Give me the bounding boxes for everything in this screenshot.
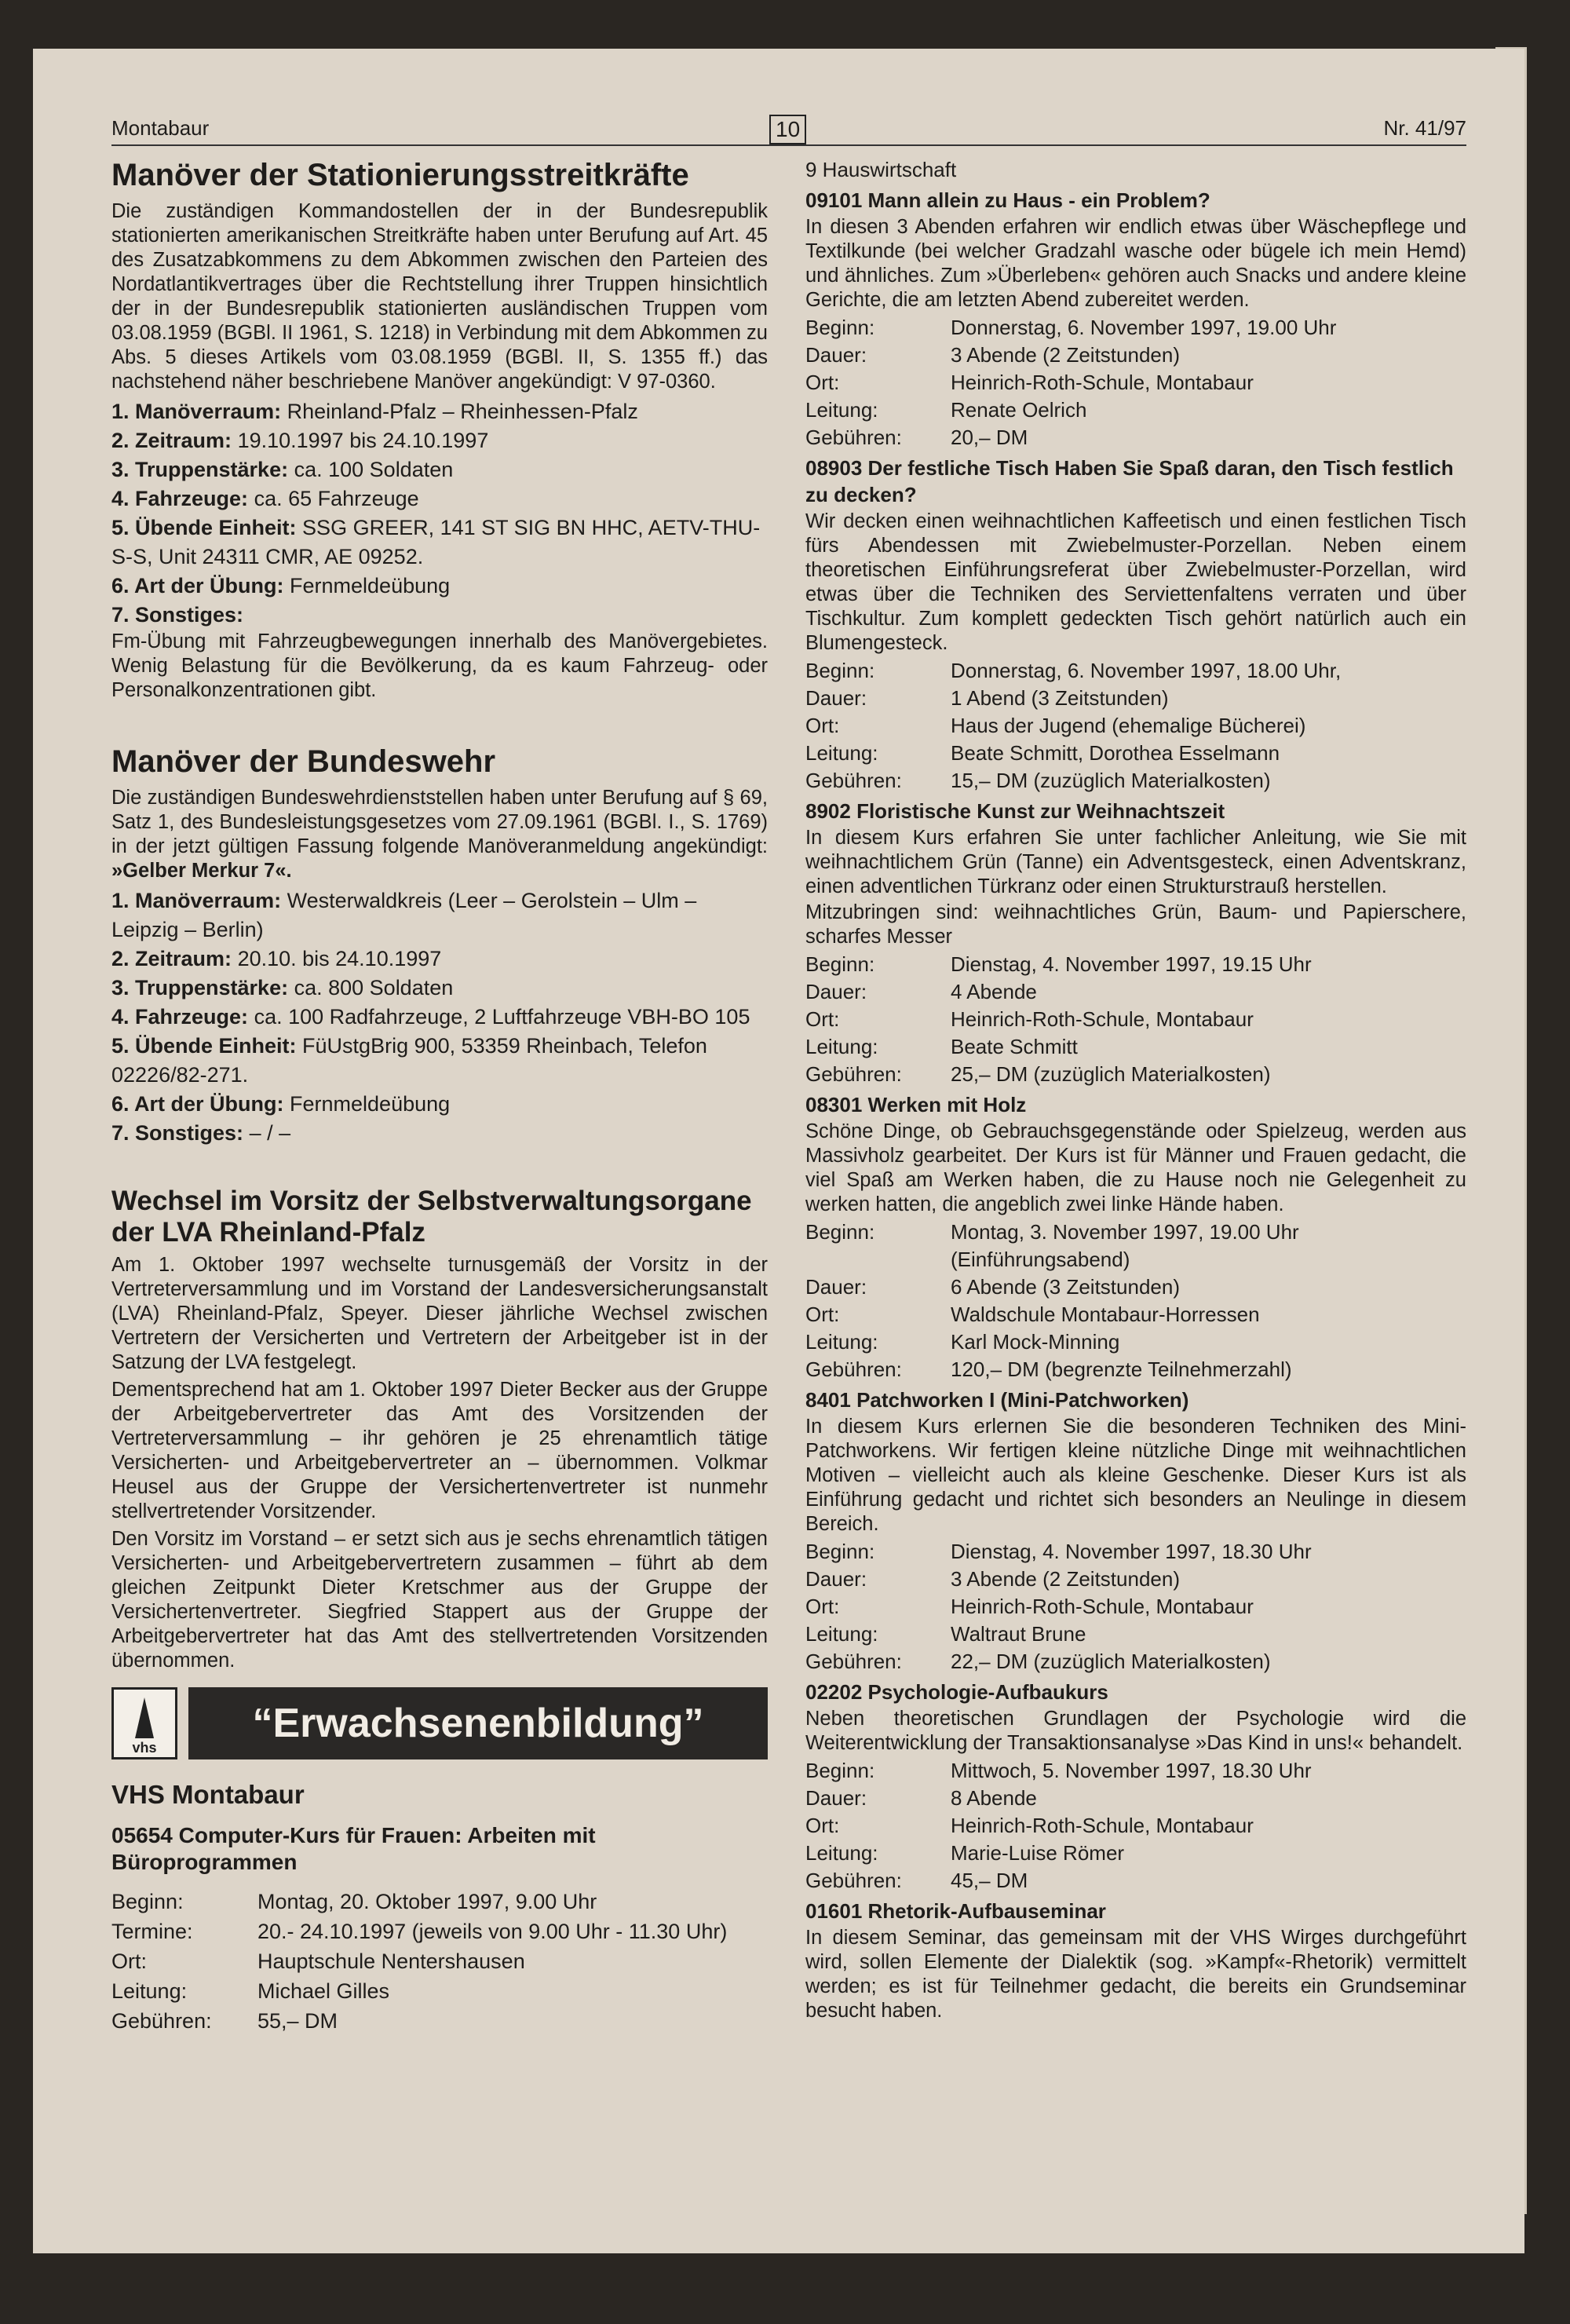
detail-label: Dauer: (805, 1567, 867, 1591)
detail-label: Gebühren: (805, 1357, 902, 1381)
maneuver-item (111, 1119, 768, 1148)
detail-label: Termine: (111, 1920, 193, 1943)
item-value: 20.10. bis 24.10.1997 (237, 947, 442, 970)
detail-value: Heinrich-Roth-Schule, Montabaur (951, 371, 1254, 394)
detail-label: Ort: (805, 1007, 840, 1031)
item-value: 19.10.1997 bis 24.10.1997 (237, 429, 489, 452)
maneuver-item (111, 513, 768, 572)
item-value: Fernmeldeübung (290, 574, 451, 597)
detail-row (805, 1356, 1466, 1383)
maneuver-item (111, 1003, 768, 1032)
item-label: 7. Sonstiges: (111, 603, 244, 627)
detail-label: Dauer: (805, 686, 867, 710)
item-label: 6. Art der Übung: (111, 574, 284, 597)
article-intro: Die zuständigen Kommandostellen der in der Bundesrepublik stationierten amerikanischen Streitkräfte haben unter Berufung auf Art. 45 des Zusatzabkommens zu dem Abkommen zwischen den Parteien des Nordatlantikvertrages über die Rechtstellung ihrer Truppen hinsichtlich der in der Bundesrepublik stationierten ausländischen Truppen vom 03.08.1959 (BGBl. II 1961, S. 1218) in Verbindung mit dem Abkommen zu Abs. 5 dieses Artikels vom 03.08.1959 (BGBl. II, S. 1355 ff.) das nachstehend näher beschriebene Manöver angekündigt: V 97-0360. (111, 200, 768, 393)
detail-value: Waldschule Montabaur-Horressen (951, 1303, 1260, 1326)
detail-value: Michael Gilles (257, 1979, 390, 2003)
detail-value: Dienstag, 4. November 1997, 19.15 Uhr (951, 952, 1312, 976)
course-materials: Mitzubringen sind: weihnachtliches Grün, Baum- und Papierschere, scharfes Messer (805, 901, 1466, 948)
detail-row (805, 1867, 1466, 1895)
course-description: In diesem Kurs erfahren Sie unter fachlicher Anleitung, wie Sie mit weihnachtlichem Grün (Tanne) ein Adventsgesteck, einen Adventskranz, einen adventlichen Türkranz oder einen Strukturstrauß herstellen. (805, 827, 1466, 897)
course-title: 02202 Psychologie-Aufbaukurs (805, 1680, 1108, 1704)
course-entry (805, 1387, 1466, 1675)
detail-label: Dauer: (805, 343, 867, 367)
course-entry (805, 1091, 1466, 1383)
detail-value: 8 Abende (951, 1786, 1037, 1810)
detail-row (805, 1785, 1466, 1812)
detail-value: (Einführungsabend) (951, 1248, 1130, 1271)
detail-label: Gebühren: (111, 2009, 212, 2033)
item-label: 5. Übende Einheit: (111, 516, 297, 539)
detail-row (805, 424, 1466, 451)
course-entry (805, 455, 1466, 795)
detail-value: Heinrich-Roth-Schule, Montabaur (951, 1595, 1254, 1618)
item-label: 2. Zeitraum: (111, 947, 232, 970)
detail-label: Dauer: (805, 980, 867, 1003)
detail-row (805, 1648, 1466, 1675)
item-label: 4. Fahrzeuge: (111, 487, 249, 510)
paragraph: Am 1. Oktober 1997 wechselte turnusgemäß der Vorsitz in der Vertreterversammlung und im Vorstand der Landesversicherungsanstalt (LVA) Rheinland-Pfalz, Speyer. Dieser jährliche Wechsel zwischen Vertretern der Versicherten und Vertretern der Arbeitgeber ist in der Satzung der LVA festgelegt. (111, 1254, 768, 1373)
maneuver-item (111, 945, 768, 974)
detail-label: Beginn: (805, 952, 875, 976)
detail-value: Karl Mock-Minning (951, 1330, 1120, 1354)
item-value: ca. 800 Soldaten (294, 976, 454, 999)
detail-value: 1 Abend (3 Zeitstunden) (951, 686, 1169, 710)
detail-label (805, 1246, 951, 1273)
maneuver-item (111, 572, 768, 601)
detail-value: 45,– DM (951, 1869, 1028, 1892)
item-value: – / – (249, 1121, 291, 1145)
detail-value: 4 Abende (951, 980, 1037, 1003)
detail-label: Leitung: (805, 398, 878, 422)
maneuver-item (111, 974, 768, 1003)
item-value: ca. 65 Fahrzeuge (254, 487, 419, 510)
article-intro: Die zuständigen Bundeswehrdienststellen haben unter Berufung auf § 69, Satz 1, des Bundesleistungsgesetzes vom 27.09.1961 (BGBl. I., S. 1769) in der jetzt gültigen Fassung folgende Manöveranmeldung angekündigt: »Gelber Merkur 7«. (111, 787, 768, 882)
course-title: 8902 Floristische Kunst zur Weihnachtszeit (805, 799, 1225, 823)
detail-value: Heinrich-Roth-Schule, Montabaur (951, 1814, 1254, 1837)
item-value: ca. 100 Radfahrzeuge, 2 Luftfahrzeuge VBH-BO 105 (254, 1005, 750, 1029)
detail-value: Beate Schmitt, Dorothea Esselmann (951, 741, 1280, 765)
detail-row (805, 1566, 1466, 1593)
item-value: Westerwaldkreis (Leer – Gerolstein – Ulm – Leipzig – Berlin) (111, 889, 697, 941)
item-label: 6. Art der Übung: (111, 1092, 284, 1116)
course-title: 05654 Computer-Kurs für Frauen: Arbeiten mit Büroprogrammen (111, 1823, 596, 1874)
detail-row (805, 978, 1466, 1006)
detail-label: Gebühren: (805, 769, 902, 792)
detail-label: Ort: (111, 1949, 147, 1973)
article-title: Wechsel im Vorsitz der Selbstverwaltungsorgane der LVA Rheinland-Pfalz (111, 1186, 752, 1248)
exercise-name: »Gelber Merkur 7«. (111, 860, 292, 882)
detail-row (805, 657, 1466, 685)
course-title: 8401 Patchworken I (Mini-Patchworken) (805, 1388, 1189, 1412)
page-header (111, 116, 1466, 144)
item-value: FüUstgBrig 900, 53359 Rheinbach, Telefon 02226/82-271. (111, 1034, 707, 1087)
detail-label: Beginn: (111, 1890, 184, 1913)
detail-value: Beate Schmitt (951, 1035, 1078, 1058)
detail-label: Ort: (805, 1814, 840, 1837)
detail-row (111, 1946, 768, 1976)
detail-row (805, 342, 1466, 369)
course-details (111, 1887, 768, 2036)
item-value: ca. 100 Soldaten (294, 458, 454, 481)
detail-row (805, 1246, 1466, 1273)
article-body (111, 1253, 768, 1673)
detail-row (805, 685, 1466, 712)
item-label: 4. Fahrzeuge: (111, 1005, 249, 1029)
maneuver-items (111, 886, 768, 1148)
course-description: In diesen 3 Abenden erfahren wir endlich etwas über Wäschepflege und Textilkunde (bei welcher Gradzahl wasche oder bügele ich mein Hemd) und ähnliches. Zum »Überleben« gehören auch Snacks und andere kleine Gerichte, die am letzten Abend zubereitet werden. (805, 216, 1466, 311)
detail-row (805, 314, 1466, 342)
detail-row (805, 1006, 1466, 1033)
detail-value: 3 Abende (2 Zeitstunden) (951, 1567, 1180, 1591)
detail-value: Hauptschule Nentershausen (257, 1949, 525, 1973)
detail-value: Donnerstag, 6. November 1997, 18.00 Uhr, (951, 659, 1342, 682)
detail-label: Dauer: (805, 1275, 867, 1299)
detail-label: Leitung: (805, 1841, 878, 1865)
course-category: 9 Hauswirtschaft (805, 158, 957, 181)
maneuver-item (111, 1032, 768, 1090)
detail-row (111, 1917, 768, 1946)
detail-label: Gebühren: (805, 1869, 902, 1892)
detail-row (805, 767, 1466, 795)
detail-value: Haus der Jugend (ehemalige Bücherei) (951, 714, 1306, 737)
maneuver-item (111, 601, 768, 630)
detail-row (805, 1273, 1466, 1301)
maneuver-item (111, 426, 768, 455)
item-label: 1. Manöverraum: (111, 400, 282, 423)
detail-value: 25,– DM (zuzüglich Materialkosten) (951, 1062, 1271, 1086)
detail-label: Beginn: (805, 659, 875, 682)
course-description: Wir decken einen weihnachtlichen Kaffeetisch und einen festlichen Tisch fürs Abendessen mit Zwiebelmuster-Porzellan. Neben einem theoretischen Einführungsreferat über Zwiebelmuster-Porzellan, wird etwas über die Techniken des Serviettenfaltens verraten und über Tischkultur. Zum komplett gedeckten Tisch gehört natürlich auch ein Blumengesteck. (805, 510, 1466, 654)
detail-row (111, 1976, 768, 2006)
course-description: Schöne Dinge, ob Gebrauchsgegenstände oder Spielzeug, werden aus Massivholz gearbeitet. Der Kurs ist für Männer und Frauen gedacht, die viel Spaß am Werken haben, die zu Hause noch nie Gelegenheit zu werken hatten, die angeblich zwei linke Hände haben. (805, 1120, 1466, 1215)
detail-row (805, 369, 1466, 396)
item-label: 7. Sonstiges: (111, 1121, 244, 1145)
detail-label: Gebühren: (805, 1062, 902, 1086)
detail-row (805, 1757, 1466, 1785)
header-place: Montabaur (111, 116, 210, 140)
banner-title: “Erwachsenenbildung” (188, 1687, 768, 1759)
detail-row (111, 2006, 768, 2036)
detail-label: Leitung: (805, 1330, 878, 1354)
detail-value: 20,– DM (951, 426, 1028, 449)
item-label: 5. Übende Einheit: (111, 1034, 297, 1058)
detail-label: Leitung: (111, 1979, 188, 2003)
detail-value: 6 Abende (3 Zeitstunden) (951, 1275, 1180, 1299)
item-value: SSG GREER, 141 ST SIG BN HHC, AETV-THU-S-S, Unit 24311 CMR, AE 09252. (111, 516, 761, 568)
detail-label: Beginn: (805, 1540, 875, 1563)
detail-label: Leitung: (805, 741, 878, 765)
paragraph: Dementsprechend hat am 1. Oktober 1997 Dieter Becker aus der Gruppe der Arbeitgebervertreter das Amt des Vorsitzenden der Vertreterversammlung – ihr gehören je 25 ehrenamtlich tätige Versicherten- und Arbeitgebervertreter an – übernommen. Volkmar Heusel aus der Gruppe der Versichertenvertreter ist nunmehr stellvertretender Vorsitzender. (111, 1379, 768, 1522)
detail-row (805, 1593, 1466, 1621)
detail-value: Heinrich-Roth-Schule, Montabaur (951, 1007, 1254, 1031)
article-title: Manöver der Stationierungsstreitkräfte (111, 158, 689, 192)
course-description: Neben theoretischen Grundlagen der Psychologie wird die Weiterentwicklung der Transaktionsanalyse »Das Kind in uns!« behandelt. (805, 1708, 1466, 1754)
detail-row (805, 1219, 1466, 1246)
maneuver-item (111, 1090, 768, 1119)
detail-label: Beginn: (805, 1220, 875, 1244)
course-entry (805, 1898, 1466, 2023)
detail-value: 3 Abende (2 Zeitstunden) (951, 343, 1180, 367)
paragraph: Den Vorsitz im Vorstand – er setzt sich aus je sechs ehrenamtlich tätigen Versicherten- und Arbeitgebervertretern zusammen – führt ab dem gleichen Zeitpunkt Dieter Kretschmer aus der Gruppe der Versichertenvertreter. Siegfried Stappert aus der Gruppe der Arbeitgebervertreter hat das Amt des stellvertretenden Vorsitzenden übernommen. (111, 1528, 768, 1672)
course-entry (805, 1679, 1466, 1895)
detail-row (805, 1538, 1466, 1566)
detail-value: Marie-Luise Römer (951, 1841, 1125, 1865)
detail-row (805, 1061, 1466, 1088)
detail-label: Gebühren: (805, 426, 902, 449)
maneuver-item (111, 455, 768, 484)
maneuver-item (111, 397, 768, 426)
article-note: Fm-Übung mit Fahrzeugbewegungen innerhalb des Manövergebietes. Wenig Belastung für die Bevölkerung, da es kaum Fahrzeug- oder Personalkonzentrationen gibt. (111, 630, 768, 701)
course-title: 08301 Werken mit Holz (805, 1093, 1027, 1116)
detail-value: 55,– DM (257, 2009, 338, 2033)
item-label: 3. Truppenstärke: (111, 458, 289, 481)
detail-row (805, 1621, 1466, 1648)
detail-value: Donnerstag, 6. November 1997, 19.00 Uhr (951, 316, 1337, 339)
detail-value: Mittwoch, 5. November 1997, 18.30 Uhr (951, 1759, 1312, 1782)
vhs-logo-text: vhs (132, 1740, 157, 1756)
maneuver-items (111, 397, 768, 630)
detail-value: 15,– DM (zuzüglich Materialkosten) (951, 769, 1271, 792)
detail-label: Leitung: (805, 1622, 878, 1646)
item-label: 1. Manöverraum: (111, 889, 282, 912)
detail-row (805, 951, 1466, 978)
detail-label: Leitung: (805, 1035, 878, 1058)
course-title: 01601 Rhetorik-Aufbauseminar (805, 1899, 1106, 1923)
article-title: Manöver der Bundeswehr (111, 744, 496, 779)
course-entry (805, 798, 1466, 1088)
item-label: 3. Truppenstärke: (111, 976, 289, 999)
page-number: 10 (769, 115, 806, 144)
right-column (805, 157, 1466, 2025)
detail-row (805, 1840, 1466, 1867)
section-banner (111, 1687, 768, 1763)
detail-label: Dauer: (805, 1786, 867, 1810)
issue-number: Nr. 41/97 (1383, 116, 1466, 140)
item-value: Fernmeldeübung (290, 1092, 451, 1116)
detail-label: Gebühren: (805, 1650, 902, 1673)
maneuver-item (111, 484, 768, 513)
vhs-heading: VHS Montabaur (111, 1780, 305, 1809)
header-rule (111, 144, 1466, 146)
detail-value: Montag, 20. Oktober 1997, 9.00 Uhr (257, 1890, 597, 1913)
course-title: 08903 Der festliche Tisch Haben Sie Spaß daran, den Tisch festlich zu decken? (805, 456, 1454, 506)
detail-label: Ort: (805, 1303, 840, 1326)
item-value: Rheinland-Pfalz – Rheinhessen-Pfalz (287, 400, 638, 423)
course-description: In diesem Kurs erlernen Sie die besonderen Techniken des Mini-Patchworkens. Wir fertigen kleine nützliche Dinge mit weihnachtlichen Motiven – vielleicht auch als kleine Geschenke. Dieser Kurs ist als Einführung gedacht und richtet sich besonders an Neulinge in diesem Bereich. (805, 1416, 1466, 1535)
detail-row (805, 1328, 1466, 1356)
detail-row (805, 740, 1466, 767)
detail-row (111, 1887, 768, 1917)
detail-label: Ort: (805, 371, 840, 394)
detail-value: Dienstag, 4. November 1997, 18.30 Uhr (951, 1540, 1312, 1563)
detail-label: Ort: (805, 1595, 840, 1618)
left-column (111, 157, 768, 2036)
detail-value: 120,– DM (begrenzte Teilnehmerzahl) (951, 1357, 1292, 1381)
detail-value: Waltraut Brune (951, 1622, 1086, 1646)
detail-label: Ort: (805, 714, 840, 737)
detail-row (805, 396, 1466, 424)
maneuver-item (111, 886, 768, 945)
detail-label: Beginn: (805, 316, 875, 339)
course-description: In diesem Seminar, das gemeinsam mit der VHS Wirges durchgeführt wird, sollen Elemente der Dialektik (sog. »Kampf«-Rhetorik) vermittelt werden; es ist für Teilnehmer gedacht, die bereits ein Grundseminar besucht haben. (805, 1927, 1466, 2022)
detail-row (805, 1301, 1466, 1328)
detail-value: 22,– DM (zuzüglich Materialkosten) (951, 1650, 1271, 1673)
detail-row (805, 712, 1466, 740)
detail-row (805, 1033, 1466, 1061)
detail-value: Montag, 3. November 1997, 19.00 Uhr (951, 1220, 1299, 1244)
detail-value: 20.- 24.10.1997 (jeweils von 9.00 Uhr - 11.30 Uhr) (257, 1920, 728, 1943)
vhs-logo-icon (111, 1687, 177, 1759)
course-entry (805, 187, 1466, 451)
item-label: 2. Zeitraum: (111, 429, 232, 452)
detail-value: Renate Oelrich (951, 398, 1087, 422)
course-title: 09101 Mann allein zu Haus - ein Problem? (805, 188, 1210, 212)
detail-row (805, 1812, 1466, 1840)
detail-label: Beginn: (805, 1759, 875, 1782)
course-list (805, 187, 1466, 2023)
